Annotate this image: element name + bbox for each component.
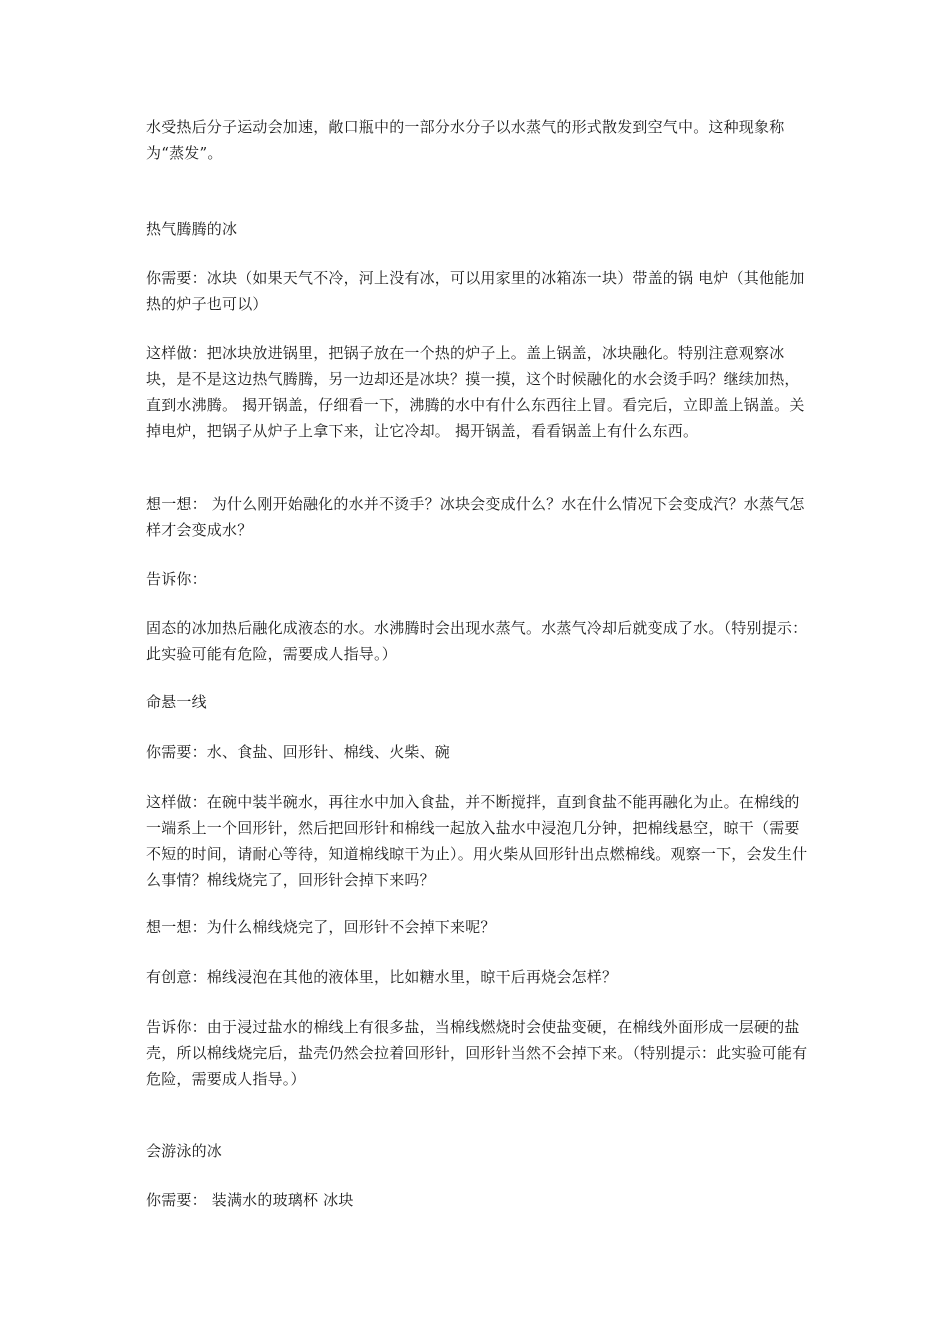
- section-title-steaming-ice: 热气腾腾的冰: [146, 220, 238, 238]
- paragraph-materials-hanging-by-thread: 你需要：水、食盐、回形针、棉线、火柴、碗: [146, 743, 451, 761]
- section-title-hanging-by-thread: 命悬一线: [146, 693, 207, 711]
- paragraph-tell-you-label: 告诉你：: [146, 570, 207, 588]
- paragraph-think-steaming-ice: 想一想： 为什么刚开始融化的水并不烫手？冰块会变成什么？水在什么情况下会变成汽？水蒸气怎样才会变成水？: [146, 495, 805, 539]
- section-title-swimming-ice: 会游泳的冰: [146, 1142, 223, 1160]
- paragraph-explanation-steaming-ice: 固态的冰加热后融化成液态的水。水沸腾时会出现水蒸气。水蒸气冷却后就变成了水。（特别提示：此实验可能有危险，需要成人指导。）: [146, 619, 808, 663]
- paragraph-materials-swimming-ice: 你需要： 装满水的玻璃杯 冰块: [146, 1191, 354, 1209]
- paragraph-materials-steaming-ice: 你需要：冰块（如果天气不冷，河上没有冰，可以用家里的冰箱冻一块）带盖的锅 电炉（其他能加热的炉子也可以）: [146, 269, 805, 313]
- paragraph-steps-steaming-ice: 这样做：把冰块放进锅里，把锅子放在一个热的炉子上。盖上锅盖，冰块融化。特别注意观察冰块，是不是这边热气腾腾，另一边却还是冰块？摸一摸，这个时候融化的水会烫手吗？继续加热，直到水沸腾。 揭开锅盖，仔细看一下，沸腾的水中有什么东西往上冒。看完后，立即盖上锅盖。关掉电炉，把锅子从炉子上拿下来，让它冷却。 揭开锅盖，看看锅盖上有什么东西。: [146, 344, 805, 440]
- paragraph-explanation-hanging-by-thread: 告诉你：由于浸过盐水的棉线上有很多盐，当棉线燃烧时会使盐变硬，在棉线外面形成一层硬的盐壳，所以棉线烧完后，盐壳仍然会拉着回形针，回形针当然不会掉下来。（特别提示：此实验可能有危险，需要成人指导。）: [146, 1018, 808, 1088]
- paragraph-creative-hanging-by-thread: 有创意：棉线浸泡在其他的液体里，比如糖水里，晾干后再烧会怎样？: [146, 968, 618, 986]
- paragraph-steps-hanging-by-thread: 这样做：在碗中装半碗水，再往水中加入食盐，并不断搅拌，直到食盐不能再融化为止。在棉线的一端系上一个回形针，然后把回形针和棉线一起放入盐水中浸泡几分钟，把棉线悬空，晾干（需要不短的时间，请耐心等待，知道棉线晾干为止）。用火柴从回形针出点燃棉线。观察一下，会发生什么事情？棉线烧完了，回形针会掉下来吗？: [146, 793, 808, 889]
- paragraph-evaporation-definition: 水受热后分子运动会加速，敞口瓶中的一部分水分子以水蒸气的形式散发到空气中。这种现象称为“蒸发”。: [146, 118, 785, 162]
- paragraph-think-hanging-by-thread: 想一想：为什么棉线烧完了，回形针不会掉下来呢？: [146, 918, 496, 936]
